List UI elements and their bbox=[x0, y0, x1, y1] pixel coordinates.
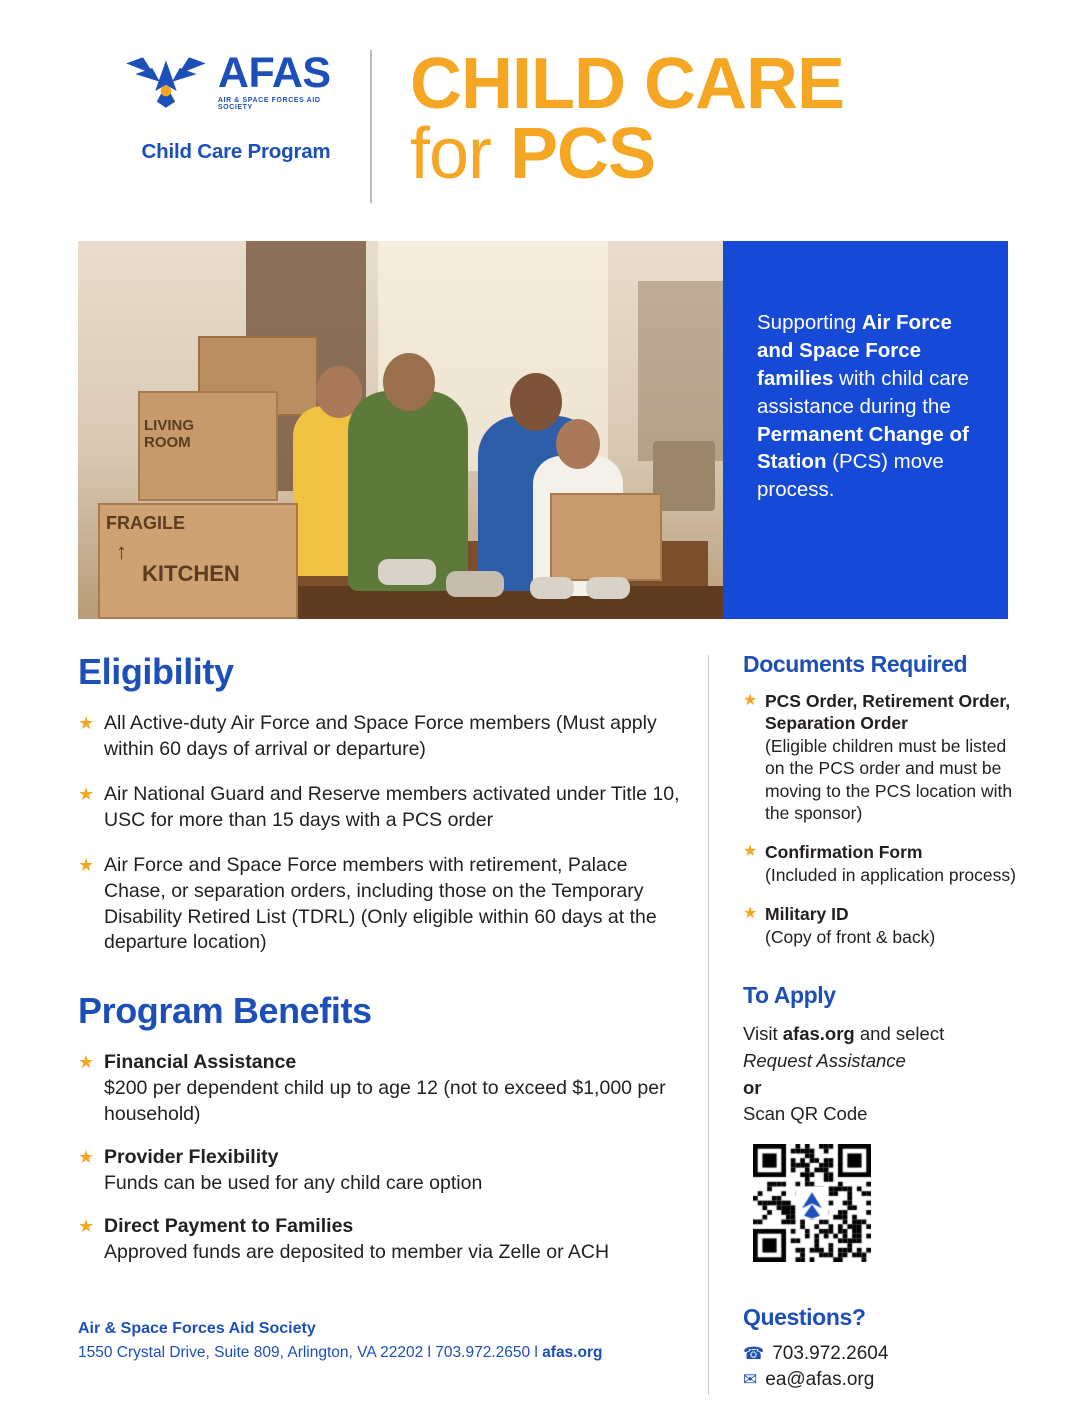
document-body: (Eligible children must be listed on the PCS order and must be moving to the PCS location with the sponsor) bbox=[765, 735, 1013, 823]
hero-section bbox=[78, 241, 1008, 619]
eligibility-item-text: Air National Guard and Reserve members activated under Title 10, USC for more than 15 days with a PCS order bbox=[104, 782, 680, 831]
caption-bold-pcs: Permanent Change of Station bbox=[757, 422, 969, 474]
star-icon: ★ bbox=[78, 854, 95, 875]
document-title: Military ID bbox=[765, 904, 849, 925]
content-columns bbox=[0, 651, 1087, 1395]
footer-site-link[interactable]: afas.org bbox=[542, 1343, 603, 1361]
caption-bold-families: Air Force and Space Force families bbox=[757, 311, 952, 390]
footer-org-name: Air & Space Forces Aid Society bbox=[78, 1319, 316, 1337]
phone-number[interactable]: 703.972.2604 bbox=[772, 1343, 889, 1365]
list-item bbox=[78, 1050, 682, 1128]
star-icon: ★ bbox=[78, 1215, 95, 1236]
caption-mid: with child care assistance during the bbox=[757, 366, 969, 418]
footer-address bbox=[78, 1341, 602, 1364]
right-column bbox=[709, 651, 1027, 1395]
document-title: Confirmation Form bbox=[765, 842, 923, 863]
title-pcs: PCS bbox=[510, 114, 656, 195]
benefit-body: Funds can be used for any child care option bbox=[104, 1172, 483, 1195]
scan-qr-label: Scan QR Code bbox=[743, 1103, 868, 1125]
document-body: (Copy of front & back) bbox=[765, 926, 936, 947]
afas-fullname: AIR & SPACE FORCES AID SOCIETY bbox=[217, 96, 321, 111]
title-for: for bbox=[410, 114, 511, 195]
document-body: (Included in application process) bbox=[765, 864, 1016, 885]
benefit-body: Approved funds are deposited to member via Zelle or ACH bbox=[104, 1240, 610, 1263]
envelope-icon: ✉ bbox=[743, 1370, 758, 1390]
family-moving-photo: LIVING ROOM FRAGILE ↑ KITCHEN bbox=[78, 241, 723, 619]
star-icon: ★ bbox=[78, 1052, 95, 1073]
benefit-title: Financial Assistance bbox=[104, 1051, 297, 1074]
page-footer bbox=[78, 1317, 602, 1364]
footer-address-text: 1550 Crystal Drive, Suite 809, Arlington, VA 22202 l 703.972.2650 l bbox=[78, 1343, 543, 1361]
list-item bbox=[78, 853, 682, 957]
qr-code[interactable] bbox=[753, 1144, 871, 1262]
eligibility-item-text: Air Force and Space Force members with retirement, Palace Chase, or separation orders, including those on the Temporary Disability Retired List (TDRL) (Only eligible within 60 days at the departure location) bbox=[104, 853, 657, 954]
benefit-body: $200 per dependent child up to age 12 (not to exceed $1,000 per household) bbox=[104, 1077, 666, 1126]
hero-caption bbox=[723, 241, 1008, 619]
phone-icon: ☎ bbox=[743, 1344, 765, 1364]
apply-or: or bbox=[743, 1076, 762, 1098]
email-address[interactable]: ea@afas.org bbox=[765, 1369, 875, 1391]
visit-pre: Visit bbox=[743, 1022, 783, 1044]
apply-heading: To Apply bbox=[743, 981, 836, 1008]
benefits-list bbox=[78, 1050, 682, 1265]
eligibility-heading: Eligibility bbox=[78, 651, 234, 692]
eligibility-list bbox=[78, 711, 682, 956]
afas-wordmark bbox=[217, 48, 352, 111]
left-column bbox=[78, 651, 708, 1395]
star-icon: ★ bbox=[743, 692, 758, 709]
afas-logo bbox=[120, 50, 352, 112]
questions-heading: Questions? bbox=[743, 1304, 866, 1331]
list-item bbox=[78, 1145, 682, 1197]
list-item bbox=[743, 690, 1027, 824]
afas-wings-icon bbox=[120, 50, 212, 112]
caption-post: (PCS) move process. bbox=[757, 450, 944, 502]
phone-line[interactable] bbox=[743, 1343, 1027, 1365]
afas-acronym: AFAS bbox=[217, 48, 331, 97]
benefits-heading: Program Benefits bbox=[78, 990, 372, 1032]
list-item bbox=[743, 903, 1027, 948]
documents-heading: Documents Required bbox=[743, 651, 968, 677]
star-icon: ★ bbox=[78, 783, 95, 804]
star-icon: ★ bbox=[743, 905, 758, 923]
brand-block bbox=[120, 42, 352, 164]
list-item bbox=[743, 841, 1027, 886]
star-icon: ★ bbox=[78, 1147, 95, 1168]
title-line-2 bbox=[410, 114, 844, 195]
documents-list bbox=[743, 690, 1027, 948]
request-assistance-label: Request Assistance bbox=[743, 1049, 906, 1071]
list-item bbox=[78, 1214, 682, 1266]
questions-section bbox=[743, 1304, 1027, 1391]
title-line-1: CHILD CARE bbox=[410, 44, 844, 124]
afas-site-link[interactable]: afas.org bbox=[782, 1022, 855, 1044]
list-item bbox=[78, 782, 682, 834]
document-title: PCS Order, Retirement Order, Separation Order bbox=[765, 691, 1011, 734]
benefit-title: Provider Flexibility bbox=[104, 1146, 279, 1169]
email-line[interactable] bbox=[743, 1369, 1027, 1391]
program-tagline: Child Care Program bbox=[141, 140, 331, 163]
star-icon: ★ bbox=[78, 713, 95, 733]
eligibility-item-text: All Active-duty Air Force and Space Force members (Must apply within 60 days of arrival or departure) bbox=[104, 712, 657, 760]
program-benefits-section bbox=[78, 990, 682, 1265]
visit-post: and select bbox=[854, 1022, 945, 1044]
page-title bbox=[372, 42, 844, 195]
benefit-title: Direct Payment to Families bbox=[104, 1214, 354, 1237]
page-header bbox=[0, 0, 1087, 225]
caption-pre: Supporting bbox=[757, 311, 862, 334]
star-icon: ★ bbox=[743, 843, 758, 861]
list-item bbox=[78, 711, 682, 763]
apply-instructions bbox=[743, 1021, 1027, 1128]
